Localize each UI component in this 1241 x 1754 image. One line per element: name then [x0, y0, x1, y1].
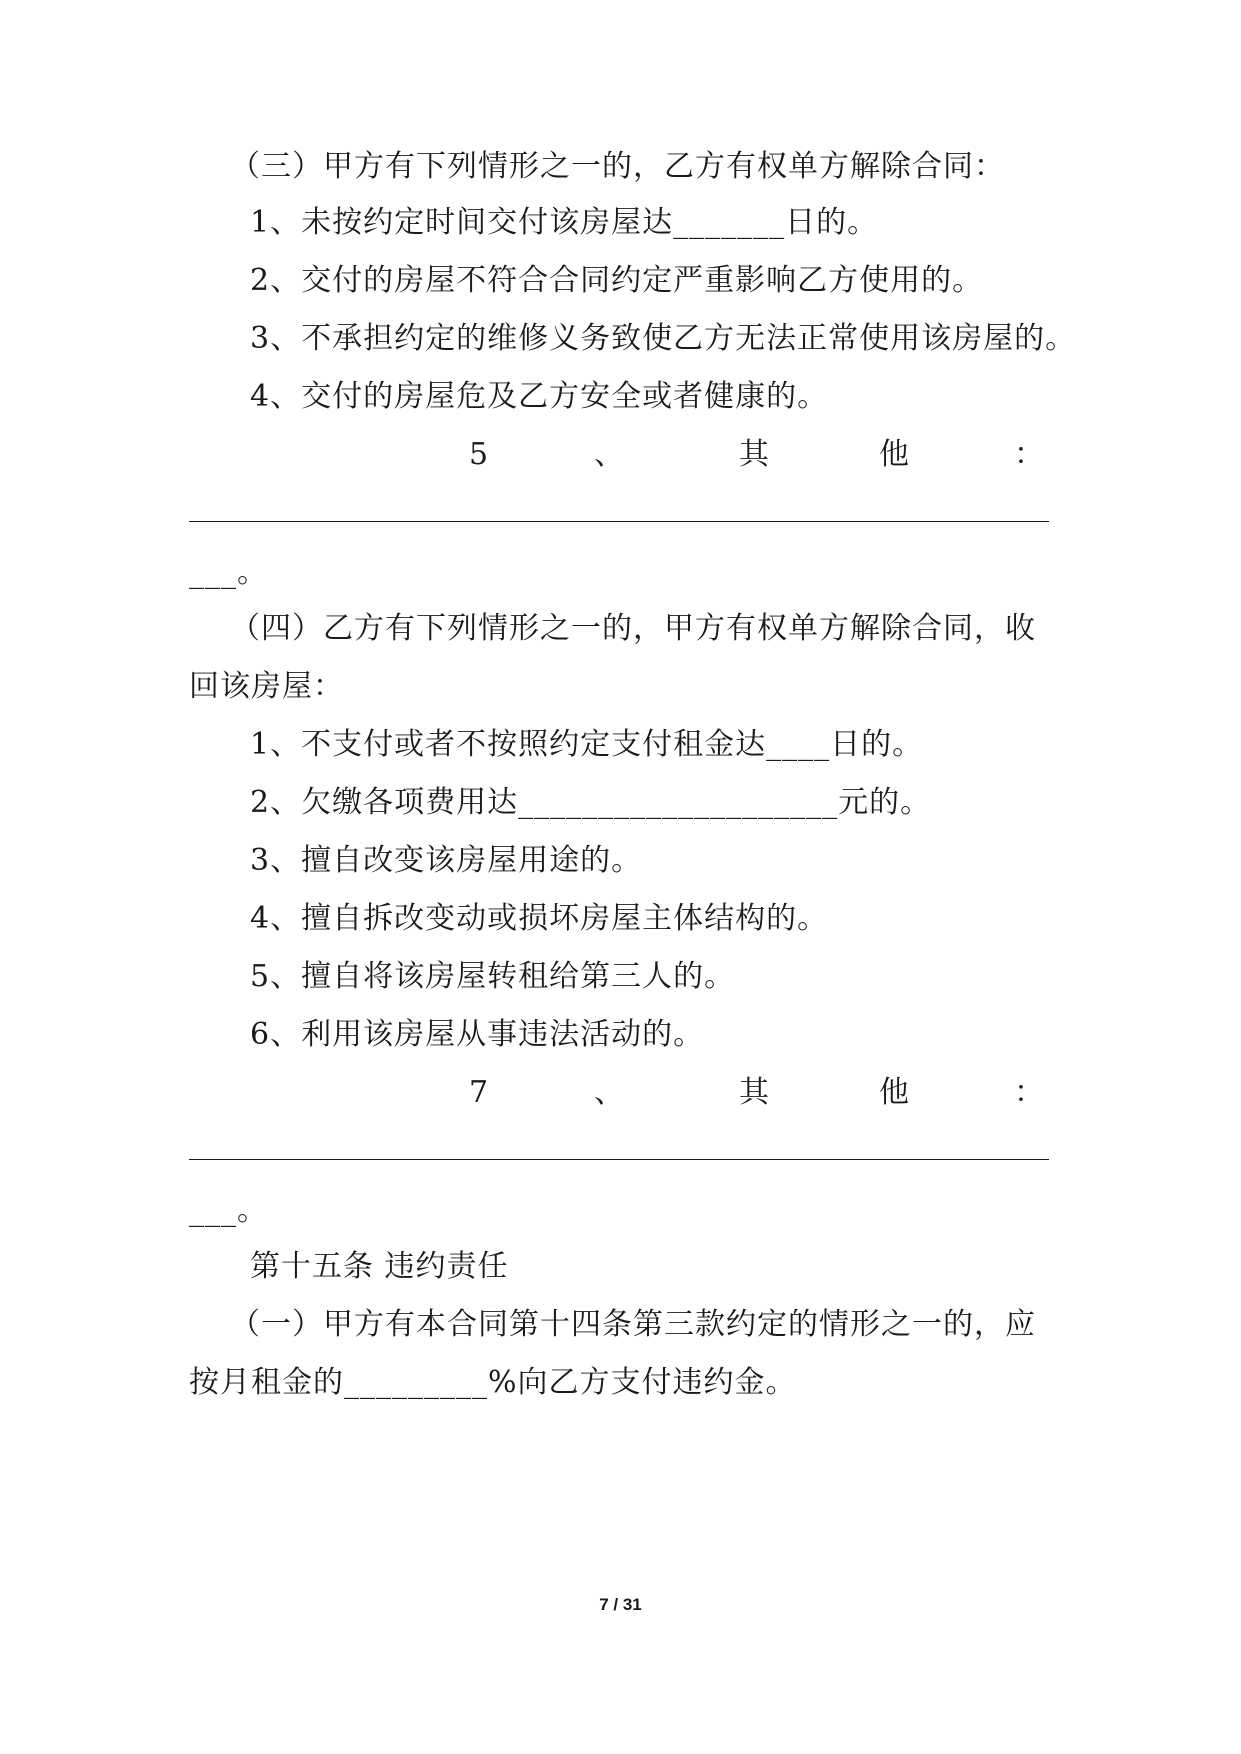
- section4-other-char2: 他: [879, 1075, 909, 1110]
- section3-heading: （三）甲方有下列情形之一的，乙方有权单方解除合同：: [230, 149, 1005, 184]
- section4-other-colon: ：: [1014, 1075, 1044, 1110]
- article15-p1-line1: （一）甲方有本合同第十四条第三款约定的情形之一的，应: [230, 1307, 1036, 1342]
- section3-other-sep: 、: [594, 437, 624, 472]
- section3-item-4: 4、交付的房屋危及乙方安全或者健康的。: [250, 379, 829, 414]
- article15-heading: 第十五条 违约责任: [250, 1249, 509, 1284]
- section4-item-1: 1、不支付或者不按照约定支付租金达____日的。: [250, 727, 924, 762]
- section3-other-colon: ：: [1014, 437, 1044, 472]
- section4-heading-line2: 回该房屋：: [189, 669, 344, 704]
- section4-item-5: 5、擅自将该房屋转租给第三人的。: [250, 959, 736, 994]
- page-indicator: 7 / 31: [599, 1595, 642, 1614]
- section4-heading-line1: （四）乙方有下列情形之一的，甲方有权单方解除合同，收: [230, 611, 1036, 646]
- section3-other-end: ___。: [189, 555, 268, 590]
- section3-other-char2: 他: [879, 437, 909, 472]
- section3-item-3: 3、不承担约定的维修义务致使乙方无法正常使用该房屋的。: [250, 321, 1077, 356]
- section3-blank-rule: [189, 521, 1049, 522]
- section4-other-sep: 、: [594, 1075, 624, 1110]
- section4-item-4: 4、擅自拆改变动或损坏房屋主体结构的。: [250, 901, 829, 936]
- section3-item-1: 1、未按约定时间交付该房屋达_______日的。: [250, 205, 879, 240]
- section3-other-char1: 其: [739, 437, 769, 472]
- section4-other-end: ___。: [189, 1193, 268, 1228]
- section4-blank-rule: [189, 1159, 1049, 1160]
- section4-other-char1: 其: [739, 1075, 769, 1110]
- section4-item-6: 6、利用该房屋从事违法活动的。: [250, 1017, 705, 1052]
- section4-item-3: 3、擅自改变该房屋用途的。: [250, 843, 643, 878]
- section3-item-2: 2、交付的房屋不符合合同约定严重影响乙方使用的。: [250, 263, 984, 298]
- article15-p1-line2: 按月租金的_________%向乙方支付违约金。: [189, 1365, 797, 1400]
- section3-other-num: 5: [469, 437, 489, 472]
- section4-item-2: 2、欠缴各项费用达____________________元的。: [250, 785, 932, 820]
- section4-other-num: 7: [469, 1075, 489, 1110]
